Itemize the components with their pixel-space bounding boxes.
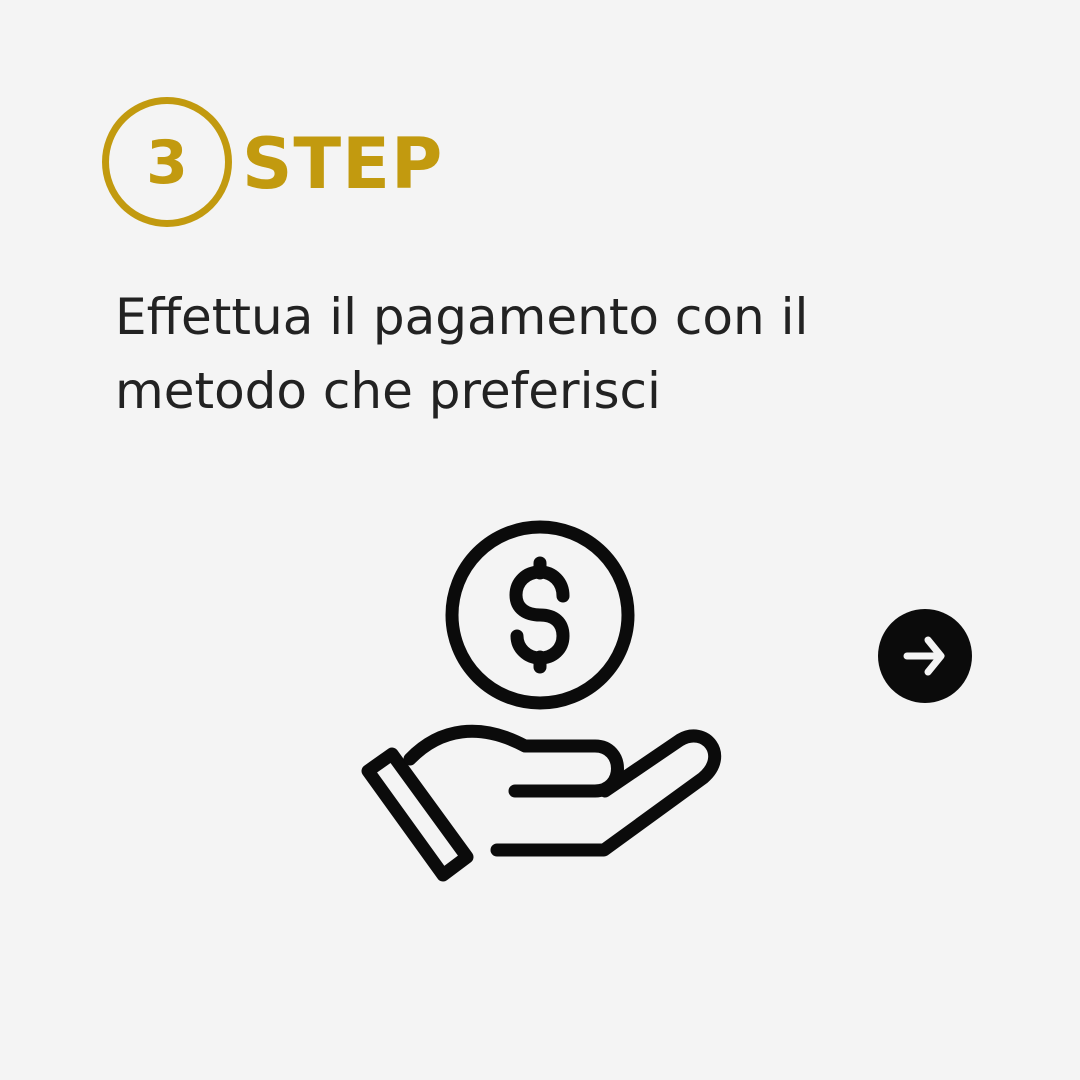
step-label: STEP xyxy=(242,123,444,205)
sleeve-cuff-icon xyxy=(368,754,467,875)
dollar-sign-icon xyxy=(516,563,563,667)
hand-holding-dollar-coin-icon xyxy=(350,515,730,895)
step-number: 3 xyxy=(146,128,188,198)
next-button[interactable] xyxy=(878,609,972,703)
instruction-line-1: Effettua il pagamento con il xyxy=(115,288,809,346)
instruction-text xyxy=(115,280,975,428)
step-number-badge xyxy=(102,97,232,227)
arrow-right-icon xyxy=(895,626,955,686)
step-header xyxy=(102,98,443,226)
instruction-line-2: metodo che preferisci xyxy=(115,362,661,420)
